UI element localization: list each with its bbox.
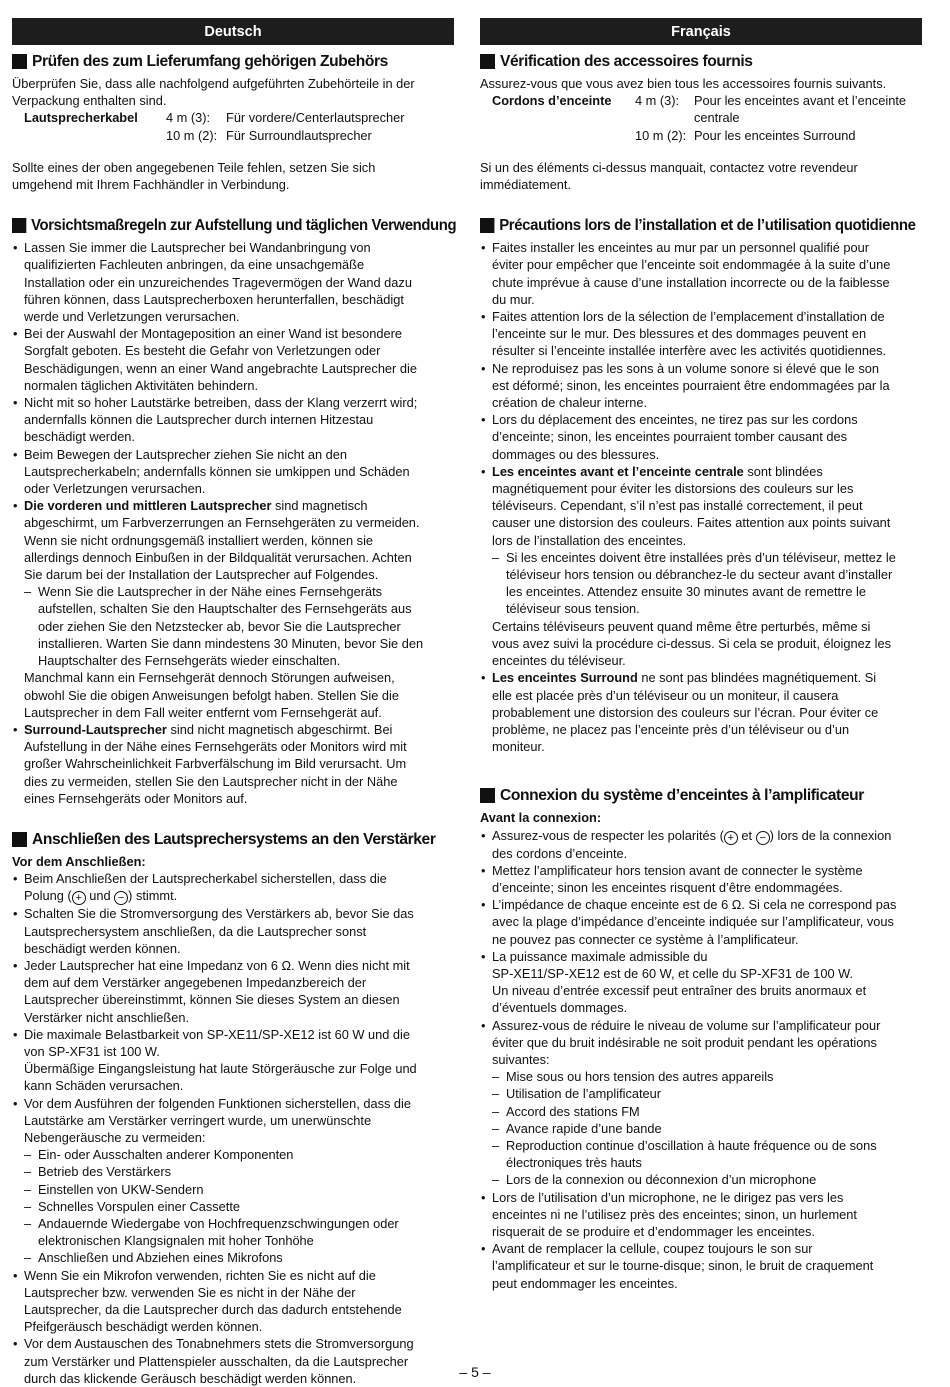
minus-circle-icon: −: [756, 831, 770, 845]
list-item: • Avant de remplacer la cellule, coupez toujours le son sur l’amplificateur et sur le tourne-disque; sinon, le bruit de craquement peut endommager les enceintes.: [480, 1240, 922, 1292]
precautions-list: [480, 239, 922, 755]
note-text: Manchmal kann ein Fernsehgerät dennoch Störungen aufweisen, obwohl Sie die obigen Anweisungen befolgt haben. Stellen Sie die Lautsprecher in dem Fall weiter entfernt vom Fernsehgerät auf.: [24, 670, 399, 720]
list-item: • Nicht mit so hoher Lautstärke betreiben, dass der Klang verzerrt wird; andernfalls können die Lautsprecher durch internen Hitzestau beschädigt werden.: [12, 394, 454, 446]
dash-item: – Mise sous ou hors tension des autres appareils: [480, 1068, 922, 1085]
section-title-precautions: Précautions lors de l’installation et de l’utilisation quotidienne: [480, 214, 904, 237]
dash-item: – Lors de la connexion ou déconnexion d’un microphone: [480, 1171, 922, 1188]
accessory-description: Pour les enceintes avant et l’enceinte: [694, 93, 906, 109]
square-bullet-icon: [480, 54, 495, 69]
list-item: • La puissance maximale admissible du SP-XE11/SP-XE12 est de 60 W, et celle du SP-XF31 de 100 W. Un niveau d’entrée excessif peut entraîner des bruits anormaux et d’éventuels dommages.: [480, 948, 922, 1017]
list-item: • Mettez l’amplificateur hors tension avant de connecter le système d’enceinte; sinon les enceintes risquent d’être endommagées.: [480, 862, 922, 896]
square-bullet-icon: [480, 788, 495, 803]
paragraph: Assurez-vous que vous avez bien tous les accessoires fournis suivants.: [480, 76, 887, 91]
list-item: • Schalten Sie die Stromversorgung des Verstärkers ab, bevor Sie das Lautsprechersystem anschließen, da die Lautsprecher sonst beschädigt werden können.: [12, 905, 454, 957]
dash-item: – Schnelles Vorspulen einer Cassette: [12, 1198, 454, 1215]
accessory-quantity: 4 m (3):: [166, 110, 211, 126]
list-item: • Die vorderen und mittleren Lautsprecher sind magnetisch abgeschirmt, um Farbverzerrungen an Fernsehgeräten zu vermeiden. Wenn sie nicht ordnungsgemäß installiert werden, können sie allerdings dennoch Einbußen in der Bildqualität verursachen. Achten Sie darum bei der Installation der Lautsprecher auf Folgendes.: [12, 497, 454, 583]
subheading: Vor dem Anschließen:: [12, 853, 146, 869]
language-header-francais: Français: [480, 18, 922, 45]
note-text: Certains téléviseurs peuvent quand même être perturbés, même si vous avez suivi la procédure ci-dessus. Si cela se produit, éloignez les enceintes du téléviseur.: [492, 618, 892, 669]
accessory-label: Cordons d’enceinte: [492, 93, 612, 109]
connection-list: [480, 827, 922, 1292]
dash-item: – Andauernde Wiedergabe von Hochfrequenzschwingungen oder elektronischen Klangsignalen mit hoher Tonhöhe: [12, 1215, 454, 1249]
accessory-description: Für Surroundlautsprecher: [226, 127, 372, 143]
list-item: • Bei der Auswahl der Montageposition an einer Wand ist besondere Sorgfalt geboten. Es besteht die Gefahr von Verletzungen oder Beschädigungen, wenn an einer Wand angebrachte Lautsprecher die normalen täglichen Aktivitäten behindern.: [12, 325, 454, 394]
dash-item: – Si les enceintes doivent être installées près d’un téléviseur, mettez le téléviseur hors tension ou débranchez-le du secteur avant d’installer les enceintes. Attendez ensuite 30 minutes avant de remettre le téléviseur sous tension.: [480, 549, 922, 618]
plus-circle-icon: +: [724, 831, 738, 845]
accessory-description: Pour les enceintes Surround: [694, 127, 856, 143]
column-deutsch: [12, 18, 457, 1387]
paragraph: immédiatement.: [480, 177, 572, 193]
square-bullet-icon: [12, 832, 27, 847]
list-item: • Surround-Lautsprecher sind nicht magnetisch abgeschirmt. Bei Aufstellung in der Nähe eines Fernsehgeräts oder Monitors wird mit großer Wahrscheinlichkeit Farbverfälschung im Bild verursacht. Um dies zu vermeiden, stellen Sie den Lautsprecher nicht in der Nähe eines Fernsehgeräts oder Monitors auf.: [12, 721, 454, 807]
dash-item: – Anschließen und Abziehen eines Mikrofons: [12, 1249, 454, 1266]
list-item: • Wenn Sie ein Mikrofon verwenden, richten Sie es nicht auf die Lautsprecher bzw. verwenden Sie es nicht in der Nähe der Lautsprecher, da die Lautsprecher durch das dadurch entstehende Pfeifgeräusch beschädigt werden können.: [12, 1267, 454, 1336]
subheading: Avant la connexion:: [480, 810, 602, 826]
dash-item: – Reproduction continue d’oscillation à haute fréquence ou de sons électroniques très hauts: [480, 1137, 922, 1171]
square-bullet-icon: [12, 218, 26, 233]
accessory-quantity: 10 m (2):: [166, 127, 218, 143]
square-bullet-icon: [12, 54, 27, 69]
paragraph: Verpackung enthalten sind.: [12, 93, 167, 109]
accessory-description: centrale: [694, 110, 740, 126]
square-bullet-icon: [480, 218, 494, 233]
list-item: • Vor dem Ausführen der folgenden Funktionen sicherstellen, dass die Lautstärke am Verstärker verringert wurde, um unerwünschte Nebengeräusche zu vermeiden:: [12, 1095, 454, 1147]
list-item: • Lors de l’utilisation d’un microphone, ne le dirigez pas vers les enceintes ni ne l’utilisez près des enceintes; sinon, un hurlement risquerait de se produire et d’endommager les enceintes.: [480, 1189, 922, 1241]
dash-item: – Ein- oder Ausschalten anderer Komponenten: [12, 1146, 454, 1163]
list-item: • Lors du déplacement des enceintes, ne tirez pas sur les cordons d’enceinte; sinon, les enceintes pourraient tomber causant des dommages ou des blessures.: [480, 411, 922, 463]
dash-item: – Avance rapide d’une bande: [480, 1120, 922, 1137]
list-item: • Faites installer les enceintes au mur par un personnel qualifié pour éviter pour empêcher que l’enceinte soit endommagée à la suite d’une chute imprévue à cause d’une installation incorrecte ou de la faiblesse du mur.: [480, 239, 922, 308]
list-item: • Jeder Lautsprecher hat eine Impedanz von 6 Ω. Wenn dies nicht mit dem auf dem Verstärker angegebenen Impedanzbereich der Lautsprecher übereinstimmt, können Sie dieses System an diesen Verstärker nicht anschließen.: [12, 957, 454, 1026]
list-item: • Faites attention lors de la sélection de l’emplacement d’installation de l’enceinte sur le mur. Des blessures et des dommages peuvent en résulter si l’enceinte installée interfère avec les activités quotidiennes.: [480, 308, 922, 360]
list-item: • Beim Anschließen der Lautsprecherkabel sicherstellen, dass die Polung ( + und − ) stimmt.: [12, 870, 454, 905]
list-item: • Lassen Sie immer die Lautsprecher bei Wandanbringung von qualifizierten Fachleuten anbringen, da eine unsachgemäße Installation oder ein unzureichendes Tragevermögen der Wand dazu führen können, dass Lautsprecherboxen herunterfallen, beschädigt werde und Verletzungen verursachen.: [12, 239, 454, 325]
paragraph: Si un des éléments ci-dessus manquait, contactez votre revendeur: [480, 159, 858, 175]
connection-list: [12, 870, 454, 1387]
minus-circle-icon: −: [114, 891, 128, 905]
list-item: • Vor dem Austauschen des Tonabnehmers stets die Stromversorgung zum Verstärker und Plattenspieler ausschalten, da die Lautsprecher durch das klickende Geräusch beschädigt werden können.: [12, 1335, 454, 1387]
accessory-description: Für vordere/Centerlautsprecher: [226, 110, 405, 126]
accessory-table: [480, 92, 922, 144]
dash-item: – Wenn Sie die Lautsprecher in der Nähe eines Fernsehgeräts aufstellen, schalten Sie den Hauptschalter des Fernsehgeräts aus oder ziehen Sie den Netzstecker ab, bevor Sie die Lautsprecher installieren. Warten Sie dann mindestens 30 Minuten, bevor Sie den Hauptschalter des Fernsehgeräts wieder einschalten.: [12, 583, 454, 669]
paragraph: Sollte eines der oben angegebenen Teile fehlen, setzen Sie sich: [12, 159, 376, 175]
dash-item: – Accord des stations FM: [480, 1103, 922, 1120]
list-item: • L’impédance de chaque enceinte est de 6 Ω. Si cela ne correspond pas avec la plage d’impédance d’enceinte indiquée sur l’amplificateur, vous ne pouvez pas connecter ce système à l’amplificateur.: [480, 896, 922, 948]
paragraph: umgehend mit Ihrem Fachhändler in Verbindung.: [12, 177, 290, 193]
section-title-accessories: Prüfen des zum Lieferumfang gehörigen Zubehörs: [12, 50, 454, 73]
accessory-quantity: 10 m (2):: [635, 127, 687, 143]
dash-item: – Einstellen von UKW-Sendern: [12, 1181, 454, 1198]
language-header-deutsch: Deutsch: [12, 18, 454, 45]
list-item: • Ne reproduisez pas les sons à un volume sonore si élevé que le son est déformé; sinon, les enceintes pourraient être endommagées par la création de chaleur interne.: [480, 360, 922, 412]
section-title-connection: Connexion du système d’enceintes à l’amplificateur: [480, 784, 922, 807]
section-title-accessories: Vérification des accessoires fournis: [480, 50, 922, 73]
section-title-precautions: Vorsichtsmaßregeln zur Aufstellung und täglichen Verwendung: [12, 214, 434, 237]
list-item: • Die maximale Belastbarkeit von SP-XE11/SP-XE12 ist 60 W und die von SP-XF31 ist 100 W. Übermäßige Eingangsleistung hat laute Störgeräusche zur Folge und kann Schäden verursachen.: [12, 1026, 454, 1095]
list-item: • Assurez-vous de réduire le niveau de volume sur l’amplificateur pour éviter que du bruit indésirable ne soit produit pendant les opérations suivantes:: [480, 1017, 922, 1069]
dash-item: – Utilisation de l’amplificateur: [480, 1085, 922, 1102]
list-item: • Beim Bewegen der Lautsprecher ziehen Sie nicht an den Lautsprecherkabeln; andernfalls können sie umkippen und Schäden oder Verletzungen verursachen.: [12, 446, 454, 498]
accessory-quantity: 4 m (3):: [635, 93, 680, 109]
dash-item: – Betrieb des Verstärkers: [12, 1163, 454, 1180]
plus-circle-icon: +: [72, 891, 86, 905]
list-item: • Les enceintes avant et l’enceinte centrale sont blindées magnétiquement pour éviter les distorsions des couleurs sur les téléviseurs. Cependant, s’il n’est pas installé correctement, il peut causer une distorsion des couleurs. Faites attention aux points suivant lors de l’installation des enceintes.: [480, 463, 922, 549]
accessory-label: Lautsprecherkabel: [24, 110, 138, 126]
precautions-list: [12, 239, 454, 807]
paragraph: Überprüfen Sie, dass alle nachfolgend aufgeführten Zubehörteile in der: [12, 76, 415, 91]
column-francais: [480, 18, 922, 1292]
accessory-table: [12, 109, 454, 143]
list-item: • Assurez-vous de respecter les polarités ( + et − ) lors de la connexion des cordons d’enceinte.: [480, 827, 922, 862]
list-item: • Les enceintes Surround ne sont pas blindées magnétiquement. Si elle est placée près d’un téléviseur ou un moniteur, il causera probablement une distorsion des couleurs sur l’écran. Pour éviter ce problème, ne placez pas l’enceinte près d’un téléviseur ou d’un moniteur.: [480, 669, 922, 755]
page-number: – 5 –: [459, 1364, 491, 1380]
section-title-connection: Anschließen des Lautsprechersystems an den Verstärker: [12, 828, 454, 851]
